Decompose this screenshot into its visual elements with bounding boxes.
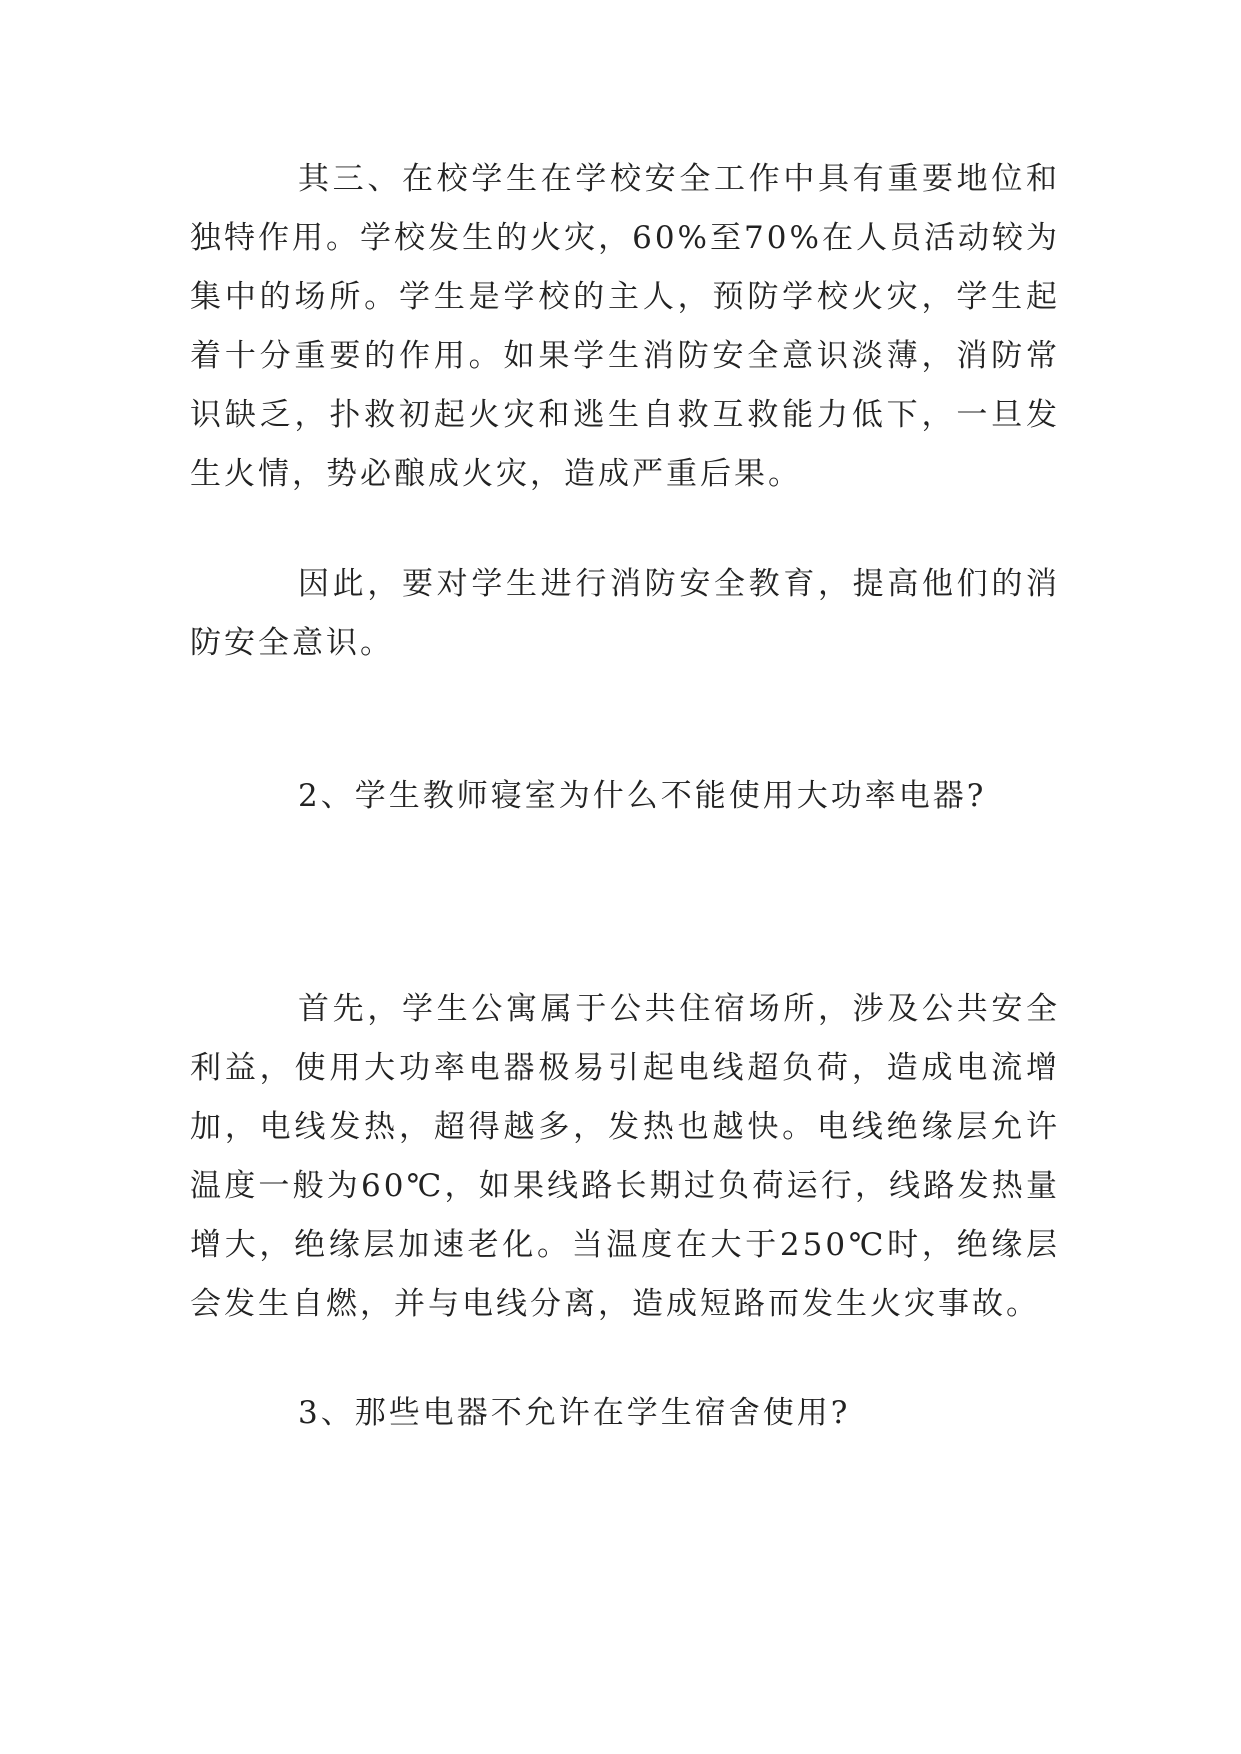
paragraph-education-need: 因此，要对学生进行消防安全教育，提高他们的消防安全意识。 xyxy=(190,566,1060,661)
paragraph-student-role: 其三、在校学生在学校安全工作中具有重要地位和独特作用。学校发生的火灾，60%至70%在人员活动较为集中的场所。学生是学校的主人，预防学校火灾，学生起着十分重要的作用。如果学生消防安全意识淡薄，消防常识缺乏，扑救初起火灾和逃生自救互救能力低下，一旦发生火情，势必酿成火灾，造成严重后果。 xyxy=(190,161,1060,492)
paragraph-high-power-appliances: 首先，学生公寓属于公共住宿场所，涉及公共安全利益，使用大功率电器极易引起电线超负荷，造成电流增加，电线发热，超得越多，发热也越快。电线绝缘层允许温度一般为60℃，如果线路长期过负荷运行，线路发热量增大，绝缘层加速老化。当温度在大于250℃时，绝缘层会发生自燃，并与电线分离，造成短路而发生火灾事故。 xyxy=(190,991,1060,1322)
question-heading-2: 2、学生教师寝室为什么不能使用大功率电器? xyxy=(298,778,987,814)
question-heading-3: 3、那些电器不允许在学生宿舍使用? xyxy=(298,1395,851,1431)
